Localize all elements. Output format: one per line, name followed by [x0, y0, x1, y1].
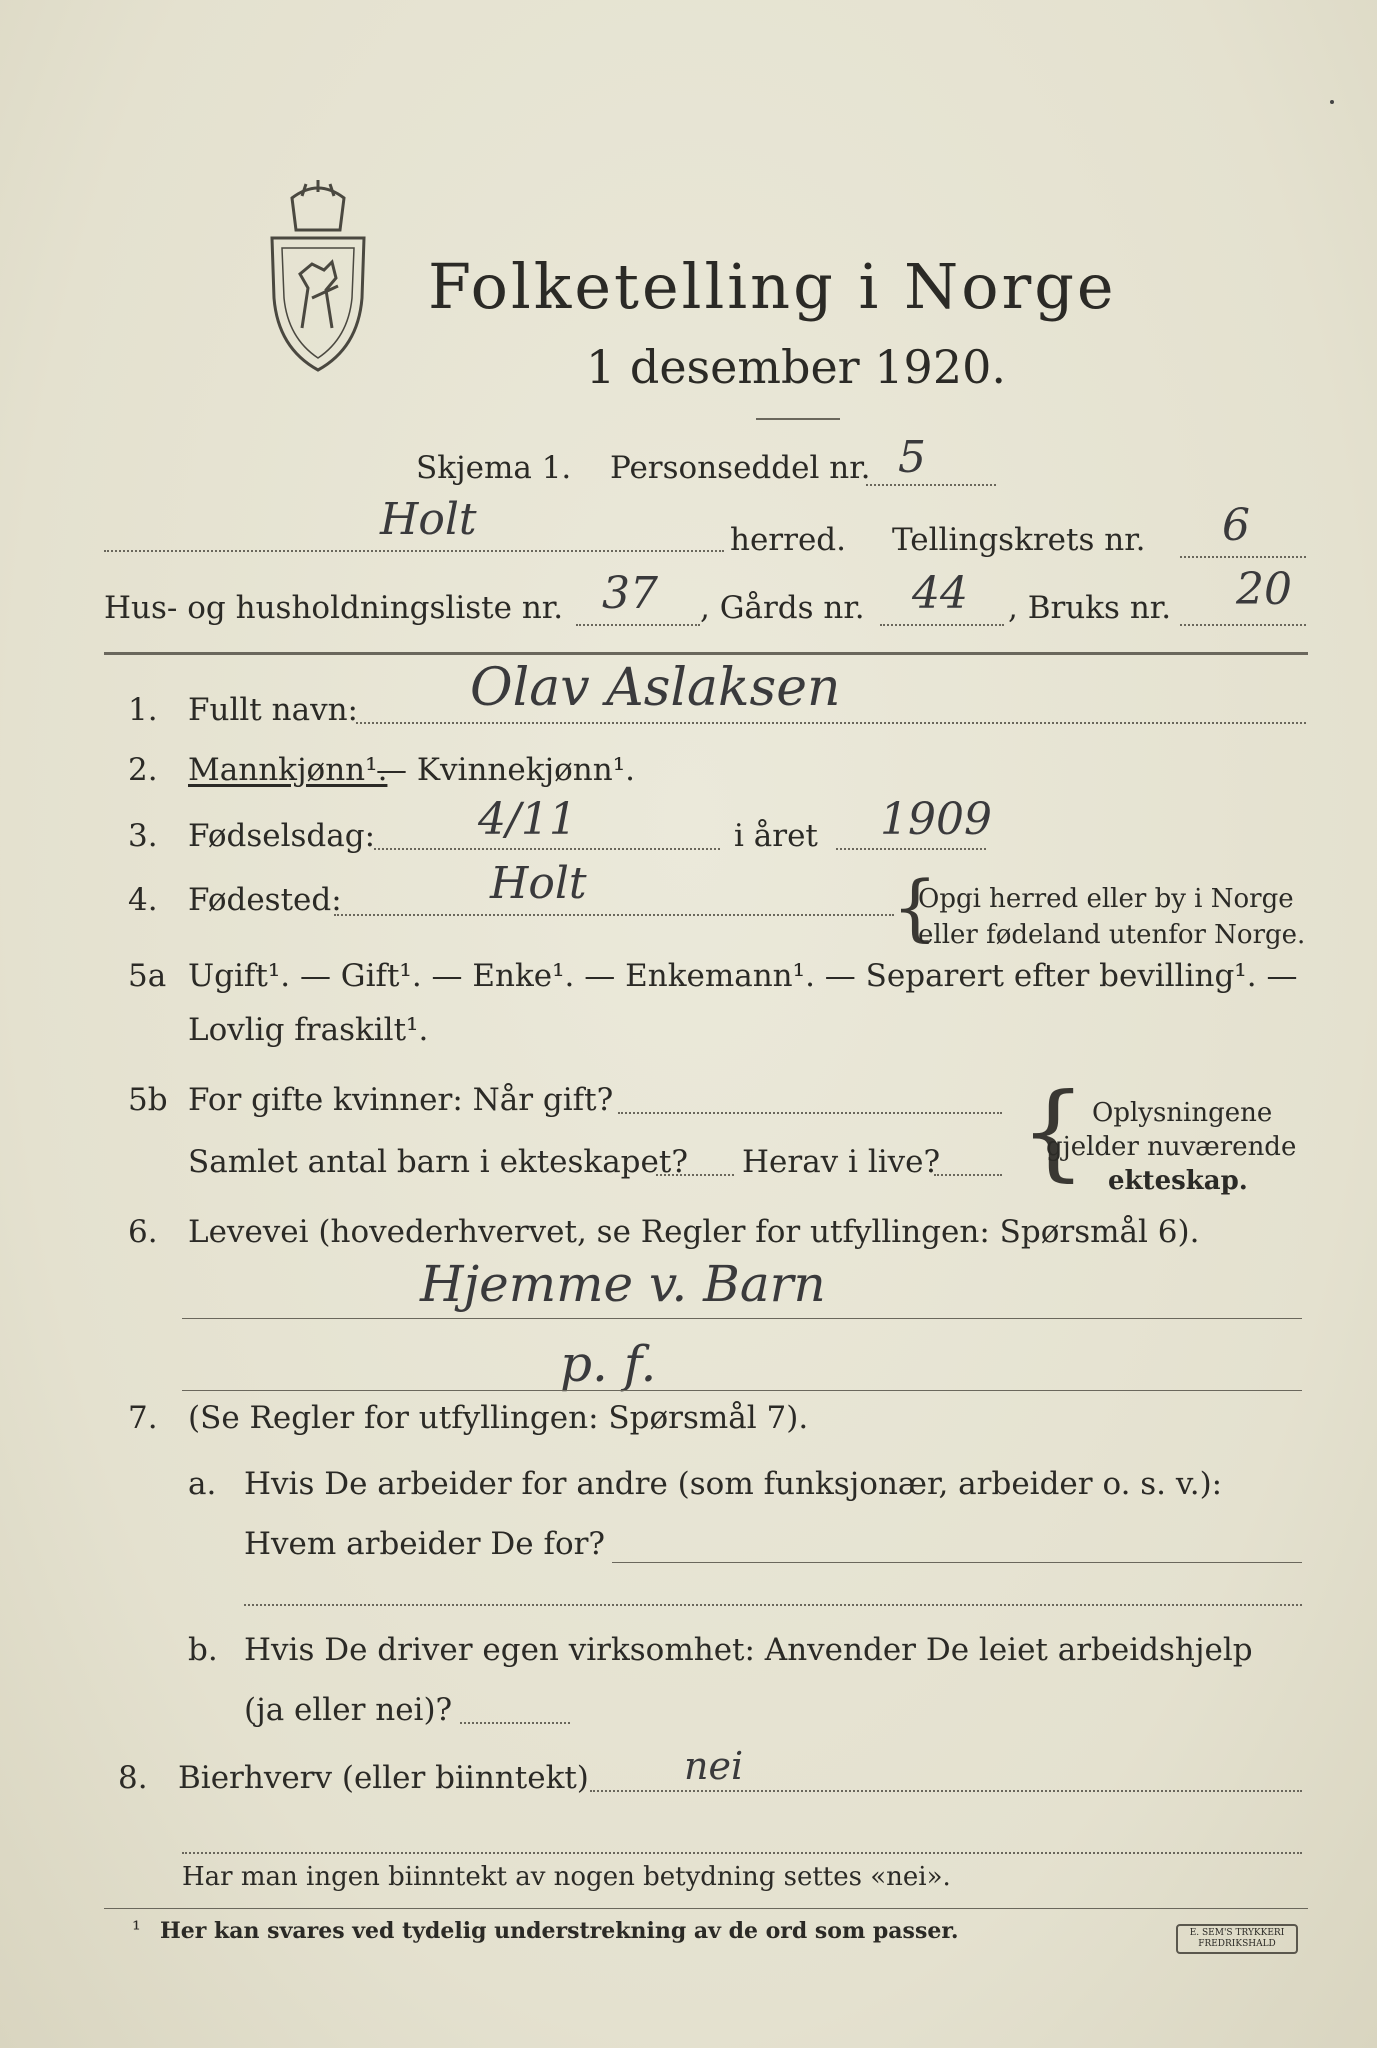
- q7a-extra-line: [244, 1604, 1302, 1606]
- q5b-note-line1: Oplysningene: [1092, 1098, 1273, 1128]
- q4-birthplace-value[interactable]: Holt: [490, 858, 587, 909]
- q6-line1: [182, 1318, 1302, 1319]
- husliste-line: [576, 624, 700, 626]
- tellingskrets-line: [1180, 556, 1306, 558]
- q5b-alive-line: [934, 1174, 1002, 1176]
- herred-line: [104, 550, 724, 552]
- tellingskrets-value[interactable]: 6: [1222, 500, 1250, 551]
- tellingskrets-label: Tellingskrets nr.: [892, 522, 1146, 558]
- q7a-employer-line: [612, 1562, 1302, 1563]
- q5b-number: 5b: [128, 1082, 168, 1118]
- q7a-label: Hvis De arbeider for andre (som funksjonær, arbeider o. s. v.):: [244, 1466, 1223, 1502]
- bruks-label: , Bruks nr.: [1008, 590, 1172, 626]
- personseddel-value[interactable]: 5: [898, 432, 926, 483]
- footer-note: Har man ingen biinntekt av nogen betydning settes «nei».: [182, 1862, 951, 1892]
- q7a-employer-label: Hvem arbeider De for?: [244, 1526, 606, 1562]
- q7b-letter: b.: [188, 1632, 218, 1668]
- q4-line: [334, 914, 894, 916]
- q4-label: Fødested:: [188, 882, 342, 918]
- herred-value[interactable]: Holt: [380, 494, 477, 545]
- q2-other-options[interactable]: — Kvinnekjønn¹.: [376, 752, 635, 788]
- q5b-children-line: [656, 1174, 734, 1176]
- q8-extra-line: [182, 1852, 1302, 1854]
- personseddel-label: Personseddel nr.: [610, 450, 871, 486]
- q7-label: (Se Regler for utfyllingen: Spørsmål 7).: [188, 1400, 809, 1436]
- header-divider: [104, 652, 1308, 655]
- q3-year-line: [836, 848, 986, 850]
- bruks-value[interactable]: 20: [1236, 564, 1292, 615]
- gards-line: [880, 624, 1004, 626]
- q7b-answer-line: [460, 1722, 570, 1724]
- q2-male-option[interactable]: Mannkjønn¹.: [188, 752, 388, 788]
- q5a-options-cont[interactable]: Lovlig fraskilt¹.: [188, 1012, 429, 1048]
- coat-of-arms-icon: [262, 178, 374, 378]
- printer-stamp: E. SEM'S TRYKKERI FREDRIKSHALD: [1176, 1924, 1298, 1954]
- q4-brace: {: [892, 865, 938, 949]
- q5b-brace: {: [1020, 1070, 1087, 1192]
- q6-label: Levevei (hovederhvervet, se Regler for utfyllingen: Spørsmål 6).: [188, 1214, 1200, 1250]
- footnote-text: Her kan svares ved tydelig understrekning av de ord som passer.: [160, 1918, 959, 1944]
- q4-number: 4.: [128, 882, 158, 918]
- personseddel-line: [866, 484, 996, 486]
- q6-occupation-value2[interactable]: p. f.: [560, 1335, 657, 1393]
- q7a-letter: a.: [188, 1466, 217, 1502]
- husliste-label: Hus- og husholdningsliste nr.: [104, 590, 564, 626]
- gards-value[interactable]: 44: [912, 568, 968, 619]
- title-divider: [756, 418, 840, 420]
- q4-note-line2: eller fødeland utenfor Norge.: [918, 920, 1306, 950]
- q5a-options[interactable]: Ugift¹. — Gift¹. — Enke¹. — Enkemann¹. — Separert efter bevilling¹. —: [188, 958, 1298, 994]
- husliste-value[interactable]: 37: [602, 568, 658, 619]
- q3-birthday-value[interactable]: 4/11: [478, 794, 577, 845]
- q5b-note-line3: ekteskap.: [1108, 1166, 1248, 1196]
- q6-occupation-value[interactable]: Hjemme v. Barn: [420, 1255, 826, 1313]
- q8-label: Bierhverv (eller biinntekt): [178, 1760, 589, 1796]
- footnote-mark: ¹: [132, 1918, 141, 1943]
- q1-label: Fullt navn:: [188, 692, 358, 728]
- q7-number: 7.: [128, 1400, 158, 1436]
- herred-label: herred.: [730, 522, 846, 558]
- q5b-married-when-label: For gifte kvinner: Når gift?: [188, 1082, 614, 1118]
- q1-full-name-value[interactable]: Olav Aslaksen: [470, 658, 841, 718]
- q3-line: [374, 848, 720, 850]
- q5b-alive-label: Herav i live?: [742, 1144, 941, 1180]
- q3-label: Fødselsdag:: [188, 818, 376, 854]
- q5b-children-label: Samlet antal barn i ekteskapet?: [188, 1144, 688, 1180]
- q4-note-line1: Opgi herred eller by i Norge: [918, 884, 1294, 914]
- q8-number: 8.: [118, 1760, 148, 1796]
- paper-speck: [1330, 100, 1334, 104]
- gards-label: , Gårds nr.: [700, 590, 865, 626]
- q2-number: 2.: [128, 752, 158, 788]
- skjema-label: Skjema 1.: [416, 450, 572, 486]
- q3-year-value[interactable]: 1909: [880, 794, 992, 845]
- q3-number: 3.: [128, 818, 158, 854]
- census-date: 1 desember 1920.: [586, 340, 1006, 394]
- q8-line: [590, 1790, 1302, 1792]
- q6-number: 6.: [128, 1214, 158, 1250]
- footer-divider: [104, 1908, 1308, 1909]
- q1-line: [356, 722, 1306, 724]
- q6-line2: [182, 1390, 1302, 1391]
- q7b-label: Hvis De driver egen virksomhet: Anvender De leiet arbeidshjelp: [244, 1632, 1253, 1668]
- form-title: Folketelling i Norge: [428, 250, 1117, 323]
- q8-side-income-value[interactable]: nei: [684, 1744, 744, 1788]
- q1-number: 1.: [128, 692, 158, 728]
- q5b-note-line2: gjelder nuværende: [1046, 1132, 1297, 1162]
- q7b-answer-label: (ja eller nei)?: [244, 1692, 453, 1728]
- q5a-number: 5a: [128, 958, 167, 994]
- bruks-line: [1180, 624, 1306, 626]
- q5b-married-line: [618, 1112, 1002, 1114]
- q3-year-label: i året: [734, 818, 818, 854]
